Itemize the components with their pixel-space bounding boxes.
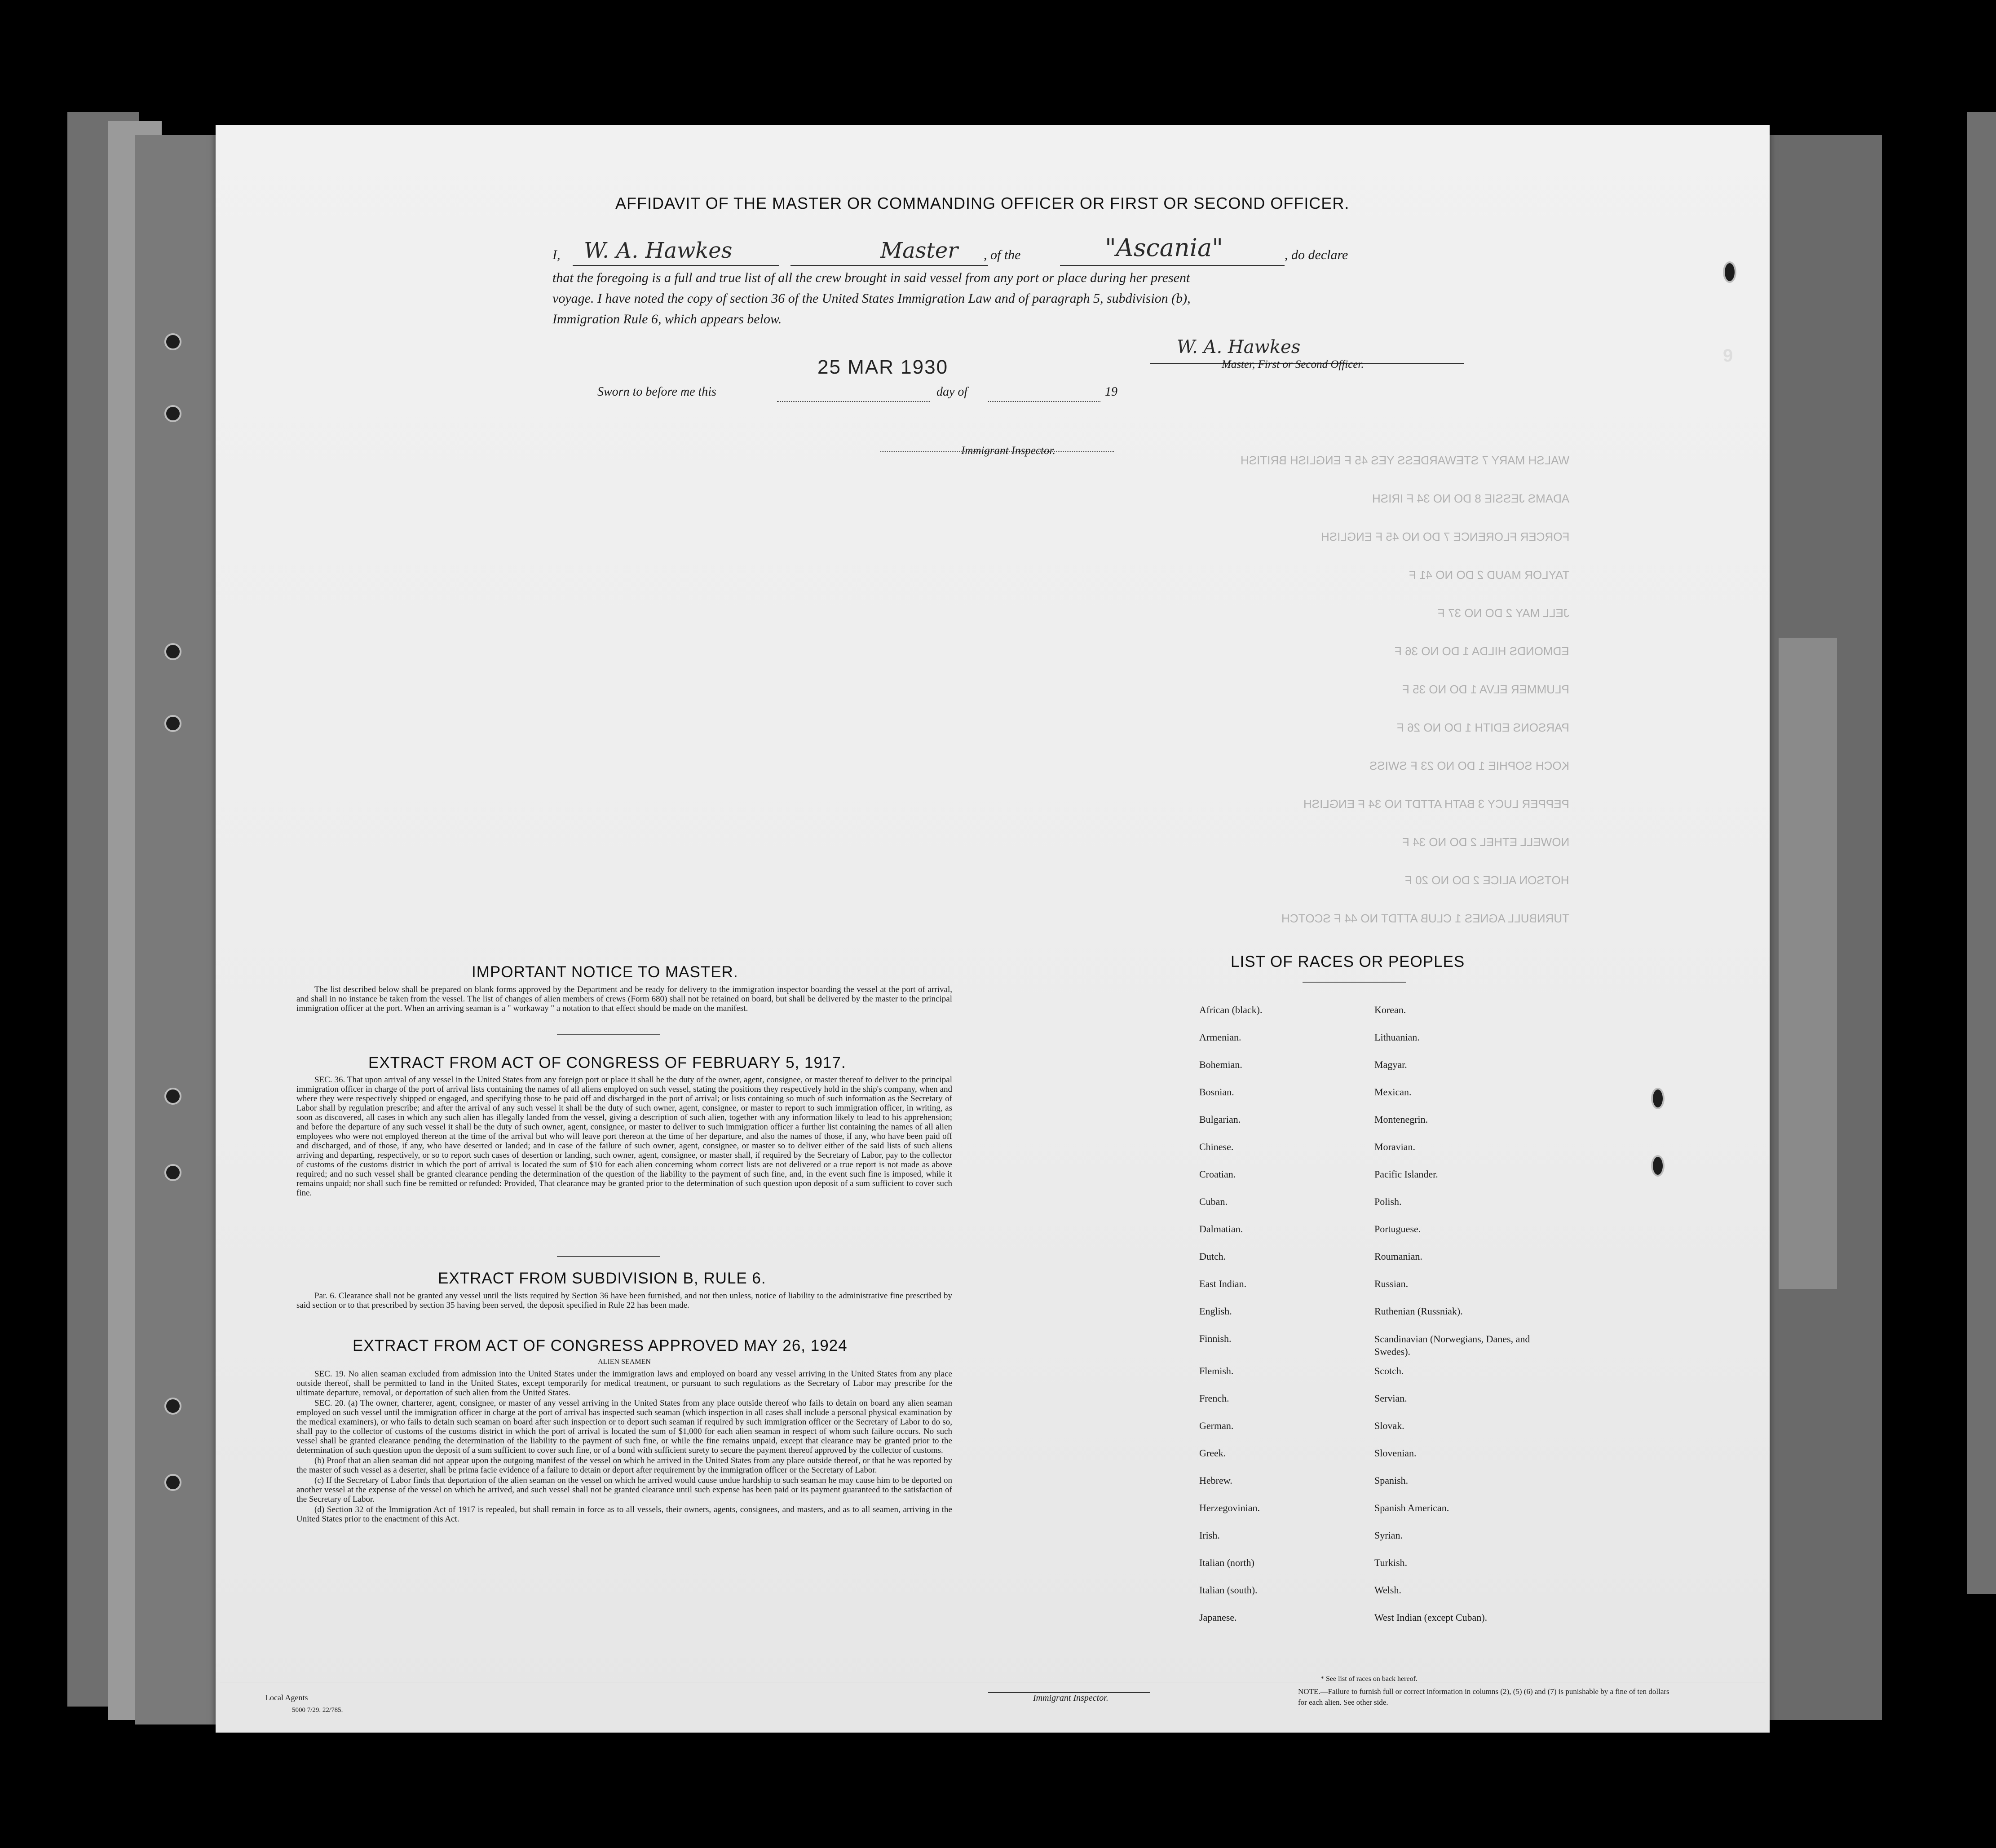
race-item: English. — [1199, 1306, 1232, 1317]
footer-inspector-caption: Immigrant Inspector. — [1033, 1693, 1108, 1703]
race-item: Polish. — [1374, 1196, 1402, 1207]
race-item: Croatian. — [1199, 1169, 1236, 1180]
bleed-through-row: WALSH MARY 7 STEWARDESS YES 45 F ENGLISH BRITISH — [1240, 454, 1569, 467]
rank-line — [790, 265, 988, 266]
race-item: Spanish. — [1374, 1475, 1409, 1486]
extract-1924-paragraph: (b) Proof that an alien seaman did not appear upon the outgoing manifest of the vessel on which he arrived in the United States from any place outside thereof, or that he was reported by the master of such vessel as a deserter, shall be prima facie evidence of a failure to detain or deport after requirement by the immigration officer or the Secretary of Labor. — [296, 1456, 952, 1475]
race-item: Roumanian. — [1374, 1251, 1422, 1262]
divider — [557, 1256, 660, 1257]
race-item: East Indian. — [1199, 1278, 1247, 1289]
race-item: Scandinavian (Norwegians, Danes, and Swedes). — [1374, 1333, 1530, 1357]
extract-1917-text — [296, 1075, 952, 1199]
extract-1924-paragraph: (c) If the Secretary of Labor finds that deportation of the alien seaman on the vessel on which he arrived would cause undue hardship to such seaman he may cause him to be deported on another vessel at the expense of the vessel on which he arrived, and such vessel shall not be granted clearance until such expense has been paid or its payment guaranteed to the satisfaction of the Secretary of Labor. — [296, 1476, 952, 1504]
race-item: Hebrew. — [1199, 1475, 1232, 1486]
race-item: West Indian (except Cuban). — [1374, 1612, 1488, 1623]
form-code: 5000 7/29. 22/785. — [292, 1707, 343, 1714]
race-item: Greek. — [1199, 1447, 1226, 1459]
bleed-through-row: HOTSON ALICE 2 DO NO 20 F — [1405, 873, 1569, 887]
race-item: African (black). — [1199, 1004, 1263, 1015]
race-item: Servian. — [1374, 1393, 1407, 1404]
punch-hole — [164, 715, 181, 732]
races-right-column — [1374, 1004, 1536, 1639]
race-item: French. — [1199, 1393, 1229, 1404]
race-item: Russian. — [1374, 1278, 1409, 1289]
local-agents-label: Local Agents — [265, 1693, 308, 1702]
affidavit-i-label: I, — [552, 247, 561, 262]
affidavit-line-3: Immigration Rule 6, which appears below. — [552, 312, 782, 326]
race-item: Cuban. — [1199, 1196, 1228, 1207]
bleed-through-row: PLUMMER ELVA 1 DO NO 35 F — [1402, 683, 1569, 696]
extract-1917-paragraph: SEC. 36. That upon arrival of any vessel in the United States from any foreign port or place it shall be the duty of the owner, agent, consignee, or master thereof to deliver to the principal immigration officer in charge of the port of arrival lists containing the names of all aliens employed on such vessel, stating the positions they respectively hold in the ship's company, when and where they were respectively shipped or engaged, and specifying those to be paid off and discharged in the port of arrival; or lists containing so much of such information as the Secretary of Labor shall by regulation prescribe; and after the arrival of any such vessel it shall be the duty of such owner, agent, consignee, or master to report to such immigration officer, in writing, as soon as discovered, all cases in which any such alien has illegally landed from the vessel, giving a description of such alien, together with any information likely to lead to his apprehension; and before the departure of any such vessel it shall be the duty of such owner, agent, consignee, or master to deliver to such immigration officer a further list containing the names of all alien employees who were not employed thereon at the time of the arrival but who will leave port thereon at the time of her departure, and also the names of those, if any, who have been paid off and discharged, and of those, if any, who have deserted or landed; and in case of the failure of such owner, agent, consignee, or master so to deliver either of the said lists of such aliens arriving and departing, respectively, or so to report such cases of desertion or landing, such owner, agent, consignee, or master shall, if required by the Secretary of Labor, pay to the collector of customs of the customs district in which the port of arrival is located the sum of $10 for each alien concerning whom correct lists are not delivered or a true report is not made as above required; and no such vessel shall be granted clearance pending the determination of the question of the liability to the payment of such fine, and, in the event such fine is imposed, while it remains unpaid; nor shall such fine be remitted or refunded: Provided, That clearance may be granted prior to the determination of such question upon deposit of a sum sufficient to cover such fine. — [296, 1075, 952, 1198]
do-declare-label: , do declare — [1285, 247, 1348, 262]
notice-title: IMPORTANT NOTICE TO MASTER. — [472, 963, 738, 981]
races-title: LIST OF RACES OR PEOPLES — [1231, 953, 1465, 970]
extract-rule6-paragraph: Par. 6. Clearance shall not be granted any vessel until the lists required by Section 36 have been furnished, and not then unless, notice of liability to the administrative fine prescribed by said section or to that prescribed by section 35 having been served, the deposit specified in Rule 22 has been made. — [296, 1291, 952, 1310]
extract-1924-paragraph: SEC. 20. (a) The owner, charterer, agent, consignee, or master of any vessel arriving in the United States from any place outside thereof who fails to detain on board any alien seaman employed on such vessel until the immigration officer in charge at the port of arrival has inspected such seaman (which inspection in all cases shall include a personal physical examination by the medical examiners), or who fails to detain such seaman on board after such inspection or to deport such seaman if required by such immigration officer or the Secretary of Labor to do so, shall pay to the collector of customs of the customs district in which the port of arrival is located the sum of $1,000 for each alien seaman in respect of whom such failure occurs. No such vessel shall be granted clearance pending the determination of the liability to the payment of such fine, or while the fine remains unpaid, except that clearance may be granted prior to the determination of such question upon the deposit of a sum sufficient to cover such fine, or of a bond with sufficient surety to secure the payment thereof approved by the collector of customs. — [296, 1398, 952, 1455]
punch-hole — [164, 643, 181, 660]
divider — [557, 1034, 660, 1035]
name-line — [573, 265, 779, 266]
punch-hole — [164, 1398, 181, 1415]
race-item: Ruthenian (Russniak). — [1374, 1306, 1463, 1317]
extract-1924-paragraph: SEC. 19. No alien seaman excluded from admission into the United States under the immigration laws and employed on board any vessel arriving in the United States from any place outside thereof, shall be permitted to land in the United States, except temporarily for medical treatment, or pursuant to such regulations as the Secretary of Labor may prescribe for the ultimate departure, removal, or deportation of such alien from the United States. — [296, 1369, 952, 1398]
race-item: Italian (north) — [1199, 1557, 1254, 1568]
race-item: Portuguese. — [1374, 1223, 1421, 1235]
failure-note: NOTE.—Failure to furnish full or correct information in columns (2), (5) (6) and (7) is punishable by a fine of ten dollars for each alien. See other side. — [1298, 1687, 1669, 1707]
vessel-line — [1060, 265, 1285, 266]
master-signature-handwritten: W. A. Hawkes — [1177, 337, 1301, 357]
bleed-through-row: NOWELL ETHEL 2 DO NO 34 F — [1402, 835, 1569, 849]
bleed-through-row: TAYLOR MAUD 2 DO NO 41 F — [1409, 568, 1569, 582]
race-item: Herzegovinian. — [1199, 1502, 1260, 1513]
race-item: Dalmatian. — [1199, 1223, 1243, 1235]
extract-rule6-text — [296, 1291, 952, 1311]
of-the-label: , of the — [984, 247, 1021, 262]
bleed-through-row: JELL MAY 2 DO NO 37 F — [1438, 606, 1569, 620]
bleed-through-row: TURNBULL AGNES 1 CLUB ATTDT NO 44 F SCOTCH — [1281, 912, 1569, 925]
race-item: Bohemian. — [1199, 1059, 1242, 1070]
extract-1917-title: EXTRACT FROM ACT OF CONGRESS OF FEBRUARY 5, 1917. — [368, 1054, 846, 1072]
punch-hole — [1651, 1088, 1665, 1109]
edge-page-number: 9 — [1723, 346, 1733, 366]
race-item: Syrian. — [1374, 1530, 1403, 1541]
divider — [1303, 982, 1406, 983]
date-stamp: 25 MAR 1930 — [817, 356, 949, 378]
race-item: Turkish. — [1374, 1557, 1408, 1568]
race-item: Irish. — [1199, 1530, 1220, 1541]
bleed-through-row: PARSONS EDITH 1 DO NO 26 F — [1397, 721, 1569, 734]
bleed-through-row: FORCER FLORENCE 7 DO NO 45 F ENGLISH — [1320, 530, 1569, 543]
punch-hole — [164, 1474, 181, 1491]
affidavit-line-2: voyage. I have noted the copy of section 36 of the United States Immigration Law and of paragraph 5, subdivision (b), — [552, 291, 1191, 306]
punch-hole — [164, 333, 181, 350]
signature-caption: Master, First or Second Officer. — [1222, 358, 1364, 370]
race-item: Bulgarian. — [1199, 1114, 1241, 1125]
punch-hole — [164, 1164, 181, 1181]
affidavit-title: AFFIDAVIT OF THE MASTER OR COMMANDING OFFICER OR FIRST OR SECOND OFFICER. — [615, 194, 1350, 212]
race-item: Spanish American. — [1374, 1502, 1449, 1513]
race-item: Mexican. — [1374, 1086, 1412, 1098]
punch-hole — [164, 1088, 181, 1105]
race-item: Lithuanian. — [1374, 1032, 1420, 1043]
rank-handwritten: Master — [880, 238, 958, 263]
day-of-label: day of — [936, 385, 968, 399]
race-item: Moravian. — [1374, 1141, 1416, 1152]
bleed-through-row: PEPPER LUCY 3 BATH ATTDT NO 34 F ENGLISH — [1303, 797, 1569, 811]
affidavit-line-1: that the foregoing is a full and true list of all the crew brought in said vessel from any port or place during her present — [552, 270, 1190, 285]
race-item: Pacific Islander. — [1374, 1169, 1438, 1180]
race-item: Welsh. — [1374, 1584, 1401, 1596]
sworn-label: Sworn to before me this — [597, 385, 716, 399]
race-item: German. — [1199, 1420, 1234, 1431]
race-item: Armenian. — [1199, 1032, 1241, 1043]
see-list-note: * See list of races on back hereof. — [1320, 1675, 1418, 1683]
vessel-name-handwritten: "Ascania" — [1105, 234, 1223, 262]
race-item: Scotch. — [1374, 1365, 1404, 1376]
race-item: Korean. — [1374, 1004, 1406, 1015]
race-item: Chinese. — [1199, 1141, 1234, 1152]
race-item: Flemish. — [1199, 1365, 1234, 1376]
immigrant-inspector-caption: Immigrant Inspector. — [961, 445, 1055, 457]
bleed-through-row: ADAMS JESSIE 8 DO NO 34 F IRISH — [1372, 492, 1569, 505]
notice-text — [296, 985, 952, 1014]
extract-1924-text — [296, 1356, 952, 1525]
race-item: Magyar. — [1374, 1059, 1407, 1070]
race-item: Finnish. — [1199, 1333, 1232, 1344]
punch-hole — [1723, 261, 1736, 283]
year-prefix: 19 — [1105, 385, 1117, 399]
extract-1924-paragraph: (d) Section 32 of the Immigration Act of 1917 is repealed, but shall remain in force as to all vessels, their owners, agents, consignees, and masters, and as to all seamen, arriving in the United States prior to the enactment of this Act. — [296, 1505, 952, 1524]
race-item: Dutch. — [1199, 1251, 1226, 1262]
notice-paragraph: The list described below shall be prepared on blank forms approved by the Department and be ready for delivery to the immigration inspector boarding the vessel at the port of arrival, and shall in no instance be taken from the vessel. The list of changes of alien members of crews (Form 680) shall not be retained on board, but shall be delivered by the master to the principal immigration officer at the port. When an arriving seaman is a " workaway " a notation to that effect should be made on the manifest. — [296, 985, 952, 1013]
race-item: Slovak. — [1374, 1420, 1404, 1431]
master-name-handwritten: W. A. Hawkes — [584, 238, 733, 263]
race-item: Slovenian. — [1374, 1447, 1417, 1459]
extract-1924-subtitle: ALIEN SEAMEN — [598, 1358, 651, 1366]
race-item: Italian (south). — [1199, 1584, 1258, 1596]
extract-1924-title: EXTRACT FROM ACT OF CONGRESS APPROVED MAY 26, 1924 — [353, 1337, 848, 1354]
races-left-column — [1199, 1004, 1262, 1639]
race-item: Montenegrin. — [1374, 1114, 1428, 1125]
sworn-day-line — [777, 401, 930, 402]
punch-hole — [1651, 1155, 1665, 1177]
extract-rule6-title: EXTRACT FROM SUBDIVISION B, RULE 6. — [438, 1270, 766, 1287]
bleed-through-row: KOCH SOPHIE 1 DO NO 23 F SWISS — [1369, 759, 1569, 772]
punch-hole — [164, 405, 181, 422]
race-item: Japanese. — [1199, 1612, 1237, 1623]
race-item: Bosnian. — [1199, 1086, 1234, 1098]
sworn-month-line — [988, 401, 1100, 402]
bleed-through-row: EDMONDS HILDA 1 DO NO 36 F — [1395, 644, 1569, 658]
